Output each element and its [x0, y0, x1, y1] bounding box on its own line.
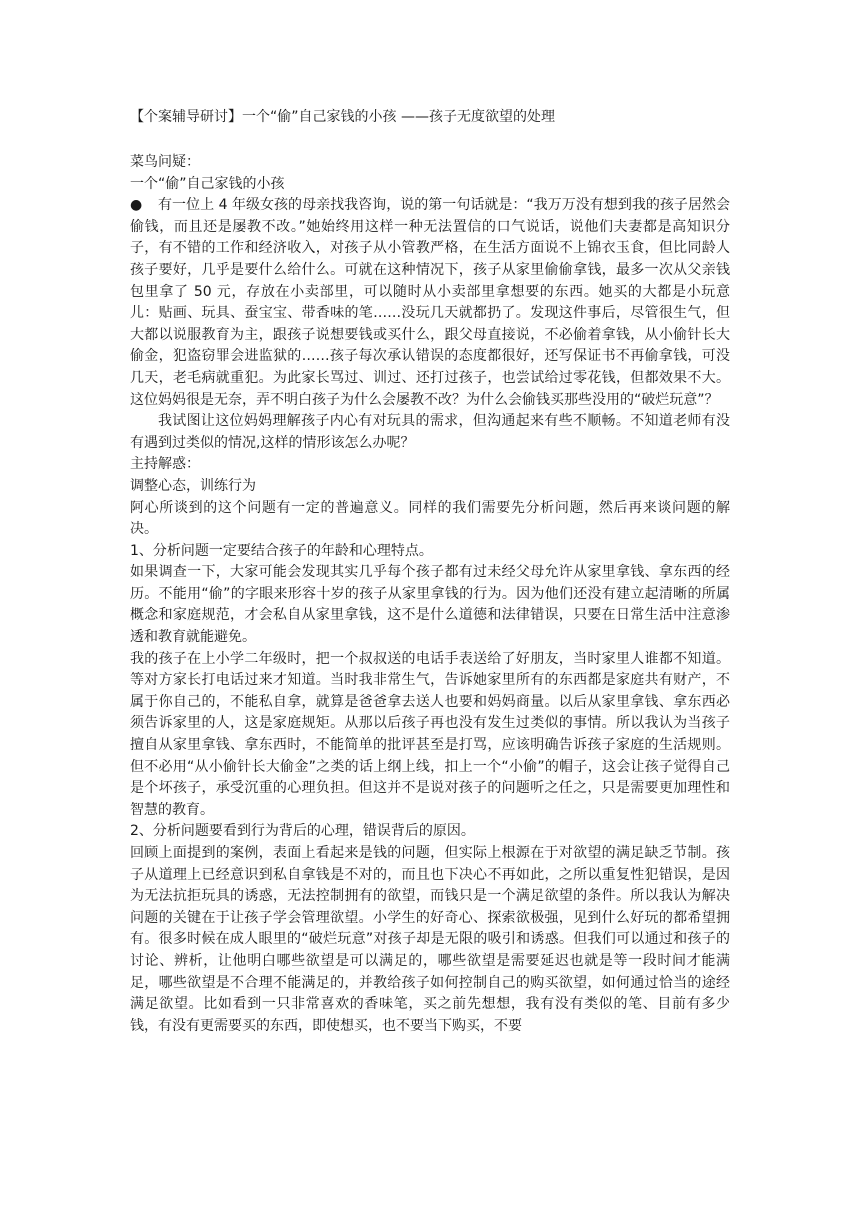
document-body	[130, 152, 730, 1037]
section-question-label: 菜鸟问疑：	[130, 154, 200, 170]
answer-title: 调整心态，训练行为	[130, 477, 256, 494]
point1-paragraph-2: 我的孩子在上小学二年级时，把一个叔叔送的电话手表送给了好朋友，当时家里人谁都不知道。等对方家长打电话过来才知道。当时我非常生气，告诉她家里所有的东西都是家庭共有财产，不属于你自己的，不能私自拿，就算是爸爸拿去送人也要和妈妈商量。以后从家里拿钱、拿东西必须告诉家里的人，这是家庭规矩。从那以后孩子再也没有发生过类似的事情。所以我认为当孩子擅自从家里拿钱、拿东西时，不能简单的批评甚至是打骂，应该明确告诉孩子家庭的生活规则。但不必用“从小偷针长大偷金”之类的话上纲上线，扣上一个“小偷”的帽子，这会让孩子觉得自己是个坏孩子，承受沉重的心理负担。但这并不是说对孩子的问题听之任之，只是需要更加理性和智慧的教育。	[130, 650, 730, 818]
point1-paragraph-1: 如果调查一下，大家可能会发现其实几乎每个孩子都有过未经父母允许从家里拿钱、拿东西的经历。不能用“偷”的字眼来形容十岁的孩子从家里拿钱的行为。因为他们还没有建立起清晰的所属概念和家庭规范，才会私自从家里拿钱，这不是什么道德和法律错误，只要在日常生活中注意渗透和教育就能避免。	[130, 564, 730, 646]
section-answer-label: 主持解惑：	[130, 456, 200, 473]
point2-paragraph: 回顾上面提到的案例，表面上看起来是钱的问题，但实际上根源在于对欲望的满足缺乏节制。孩子从道理上已经意识到私自拿钱是不对的，而且也下决心不再如此，之所以重复性犯错误，是因为无法抗拒玩具的诱惑，无法控制拥有的欲望，而钱只是一个满足欲望的条件。所以我认为解决问题的关键在于让孩子学会管理欲望。小学生的好奇心、探索欲极强，见到什么好玩的都希望拥有。很多时候在成人眼里的“破烂玩意”对孩子却是无限的吸引和诱惑。但我们可以通过和孩子的讨论、辨析，让他明白哪些欲望是可以满足的，哪些欲望是需要延迟也就是等一段时间才能满足，哪些欲望是不合理不能满足的，并教给孩子如何控制自己的购买欲望，如何通过恰当的途经满足欲望。比如看到一只非常喜欢的香味笔，买之前先想想，我有没有类似的笔、目前有多少钱，有没有更需要买的东西，即使想买，也不要当下购买，不要	[130, 845, 730, 1034]
case-title: 一个“偷”自己家钱的小孩	[130, 175, 285, 192]
answer-intro: 阿心所谈到的这个问题有一定的普遍意义。同样的我们需要先分析问题，然后再来谈问题的解决。	[130, 499, 730, 538]
case-paragraph	[130, 195, 730, 411]
case-paragraph-text: 有一位上 4 年级女孩的母亲找我咨询，说的第一句话就是：“我万万没有想到我的孩子居然会偷钱，而且还是屡教不改。”她始终用这样一种无法置信的口气说话，说他们夫妻都是高知识分子，有不错的工作和经济收入，对孩子从小管教严格，在生活方面说不上锦衣玉食，但比同龄人孩子要好，几乎是要什么给什么。可就在这种情况下，孩子从家里偷偷拿钱，最多一次从父亲钱包里拿了 50 元，存放在小卖部里，可以随时从小卖部里拿想要的东西。她买的大都是小玩意儿：贴画、玩具、蚕宝宝、带香味的笔……没玩几天就都扔了。发现这件事后，尽管很生气，但大都以说服教育为主，跟孩子说想要钱或买什么，跟父母直接说，不必偷着拿钱，从小偷针长大偷金，犯盗窃罪会进监狱的……孩子每次承认错误的态度都很好，还写保证书不再偷拿钱，可没几天，老毛病就重犯。为此家长骂过、训过、还打过孩子，也尝试给过零花钱，但都效果不大。这位妈妈很是无奈，弄不明白孩子为什么会屡教不改？为什么会偷钱买那些没用的“破烂玩意”？	[130, 197, 730, 408]
point1-heading: 1、分析问题一定要结合孩子的年龄和心理特点。	[130, 542, 433, 559]
document-title: 【个案辅导研讨】一个“偷”自己家钱的小孩 ——孩子无度欲望的处理	[130, 109, 555, 125]
asker-paragraph: 我试图让这位妈妈理解孩子内心有对玩具的需求，但沟通起来有些不顺畅。不知道老师有没有遇到过类似的情况,这样的情形该怎么办呢？	[130, 413, 730, 451]
bullet-icon: ●	[130, 197, 143, 214]
point2-heading: 2、分析问题要看到行为背后的心理，错误背后的原因。	[130, 823, 475, 840]
